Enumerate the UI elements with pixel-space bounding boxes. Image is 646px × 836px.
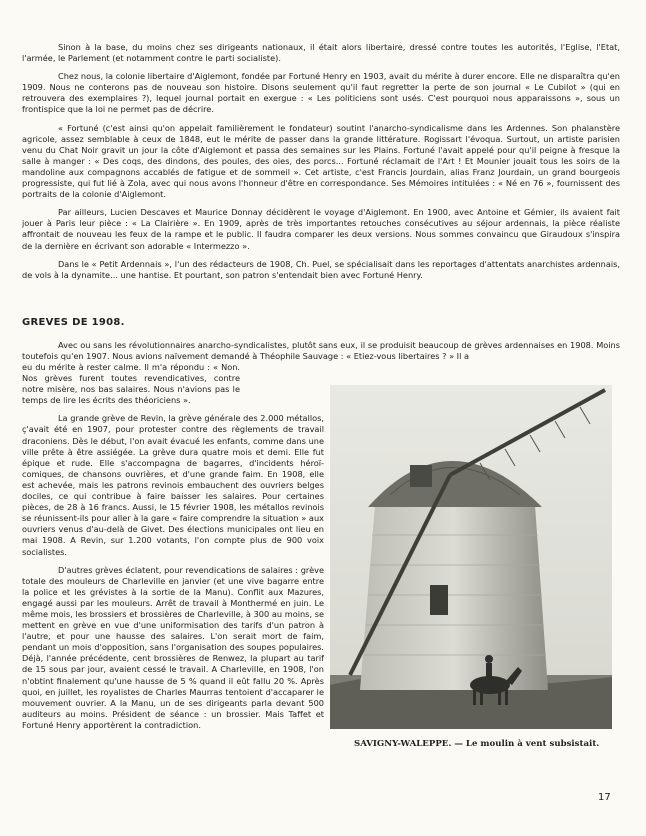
page-number: 17 (598, 792, 611, 803)
paragraph: D'autres grèves éclatent, pour revendications de salaires : grève totale des mouleurs de Charleville en janvier (et une vive bagarre entre la police et les grévistes à la sortie de la Manu). Conflit aux Mazures, engagé aussi par les mouleurs. Arrêt de travail à Monthermé en juin. Le même mois, les brossiers et brossières de Charleville, à 300 au moins, se mettent en grève en vue d'une uniformisation des tarifs d'un patron à l'autre, et pour une hausse des salaires. L'on serait mort de faim, pendant un mois d'opposition, sans l'organisation des soupes populaires. Déjà, l'année précédente, cent brossières de Renwez, la plupart au tarif de 15 sous par jour, avaient cessé le travail. A Charleville, en 1908, l'on n'obtint finalement qu'une hausse de 5 % quand il eût fallu 20 %. Après quoi, en juillet, les royalistes de Charles Maurras tentoient d'accaparer le mouvement ouvrier. A la Manu, un de ses dirigeants parla devant 500 auditeurs au moins. Président de séance : un brossier. Mais Taffet et Fortuné Henry apportèrent la contradiction. (22, 564, 324, 730)
paragraph: « Fortuné (c'est ainsi qu'on appelait familièrement le fondateur) soutint l'anarcho-syndicalisme dans les Ardennes. Son phalanstère agricole, assez semblable à ceux de 1848, eut le mérite de passer dans la grande littérature. Rogissart l'évoqua. Surtout, un artiste parisien venu du Chat Noir gravit un jour la côte d'Aiglemont et passa des semaines sur les Plains. Fortuné l'avait appelé pour qu'il peigne à fresque la salle à manger : « Des coqs, des dindons, des poules, des oies, des porcs... Fortuné réclamait de l'Art ! Et Mounier jouait tous les soirs de la mandoline aux compagnons accablés de fatigue et de sommeil ». Cet artiste, c'est Francis Jourdain, alias Franz Jourdain, un grand bourgeois progressiste, qui fut lié à Zola, avec qui nous avons l'honneur d'être en correspondance. Ses Mémoires intitulées : « Né en 76 », fournissent des portraits de la colonie d'Aiglemont. (22, 122, 620, 200)
top-text-block (22, 42, 620, 288)
section-intro-block (22, 340, 620, 362)
text-column (22, 362, 324, 738)
paragraph: Avec ou sans les révolutionnaires anarcho-syndicalistes, plutôt sans eux, il se produisit beaucoup de grèves ardennaises en 1908. Moins toutefois qu'en 1907. Nous avions naïvement demandé à Théophile Sauvage : « Etiez-vous libertaires ? » Il a (22, 340, 620, 362)
paragraph: Dans le « Petit Ardennais », l'un des rédacteurs de 1908, Ch. Puel, se spécialisait dans les reportages d'attentats anarchistes ardennais, de vols à la dynamite... une hantise. Et pourtant, son patron s'entendait bien avec Fortuné Henry. (22, 258, 620, 280)
paragraph: Par ailleurs, Lucien Descaves et Maurice Donnay décidèrent le voyage d'Aiglemont. En 1900, avec Antoine et Gémier, ils avaient fait jouer à Paris leur pièce : « La Clairière ». En 1909, après de très importantes retouches consécutives au séjour ardennais, la pièce réaliste affrontait de nouveau les feux de la rampe et le public. Il faudra comparer les deux versions. Nous sommes convaincu que Giraudoux s'inspira de la dernière en écrivant son adorable « Intermezzo ». (22, 207, 620, 251)
windmill-illustration (330, 385, 612, 729)
paragraph: Sinon à la base, du moins chez ses dirigeants nationaux, il était alors libertaire, dressé contre toutes les autorités, l'Eglise, l'Etat, l'armée, le Parlement (et notamment contre le parti socialiste). (22, 42, 620, 64)
paragraph: eu du mérite à rester calme. Il m'a répondu : « Non. Nos grèves furent toutes revendicatives, contre notre misère, nos bas salaires. Nous n'avions pas le temps de lire les écrits des théoriciens ». (22, 362, 240, 406)
photo-caption: SAVIGNY-WALEPPE. — Le moulin à vent subsistait. (354, 739, 600, 749)
mill-window (430, 585, 448, 615)
paragraph: Chez nous, la colonie libertaire d'Aiglemont, fondée par Fortuné Henry en 1903, avait du mérite à durer encore. Elle ne disparaîtra qu'en 1909. Nous ne conterons pas de nouveau son histoire. Disons seulement qu'il faut regretter la perte de son journal « Le Cubilot » (qui en retrouvera des exemplaires ?), lequel journal portait en exergue : « Les politiciens sont usés. C'est pourquoi nous apparaissons », sous un frontispice que la loi ne permet pas de décrire. (22, 71, 620, 115)
section-heading: GREVES DE 1908. (22, 317, 125, 328)
paragraph: La grande grève de Revin, la grève générale des 2.000 métallos, ç'avait été en 1907, pour protester contre des règlements de travail draconiens. Dès le début, l'on avait évacué les enfants, comme dans une ville prête à être assiégée. La grève dura quatre mois et demi. Elle fut épique et rude. Elle s'accompagna de bagarres, d'incidents héroï-comiques, de chansons ouvrières, et d'une grande faim. En 1908, elle est achevée, mais les patrons revinois embauchent des ouvriers belges dociles, ce qui contribue à faire baisser les salaires. Pour certaines pièces, de 28 à 16 francs. Aussi, le 15 février 1908, les métallos revinois se réunissent-ils pour aller à la gare « faire comprendre la situation » aux ouvriers venus d'au-delà de Givet. Des élections municipales ont lieu en mai 1908. A Revin, sur 1.200 votants, l'on compte plus de 900 voix socialistes. (22, 413, 324, 557)
windmill-photo (330, 385, 612, 729)
